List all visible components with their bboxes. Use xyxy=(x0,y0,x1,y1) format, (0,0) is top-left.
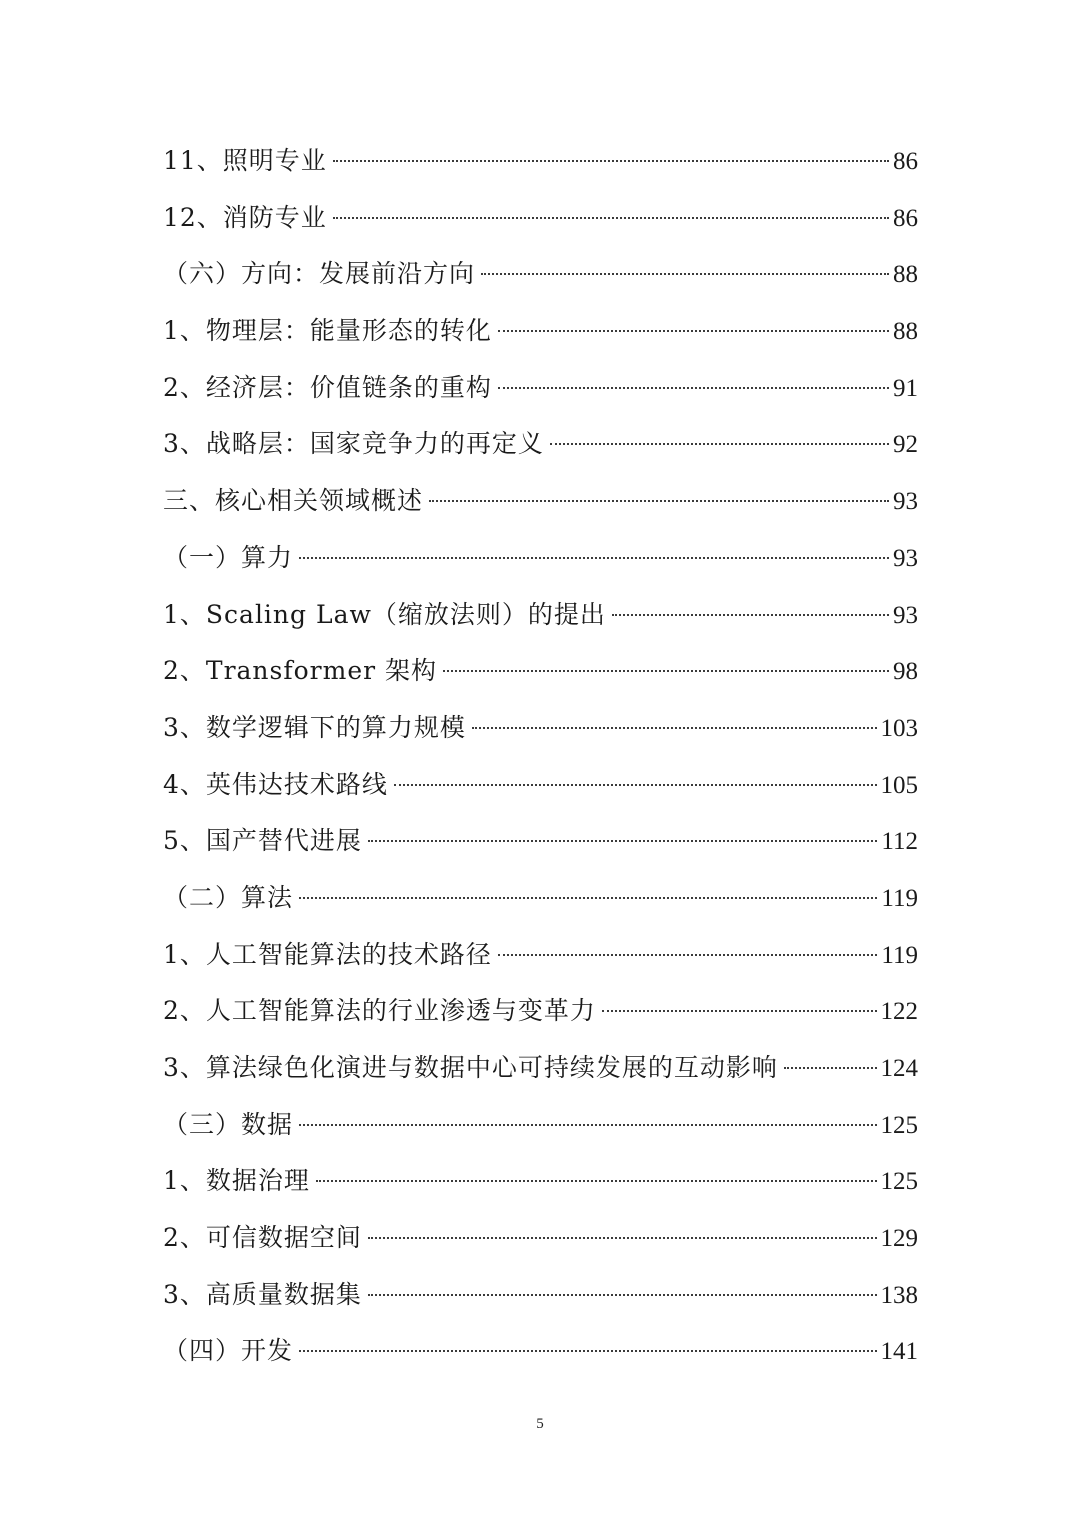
toc-entry-page-number: 88 xyxy=(893,318,918,346)
dot-leader xyxy=(299,1124,876,1126)
toc-entry[interactable] xyxy=(163,927,918,984)
toc-entry-page-number: 93 xyxy=(893,544,918,572)
dot-leader xyxy=(299,1350,876,1352)
toc-entry[interactable] xyxy=(163,700,918,757)
dot-leader xyxy=(299,897,877,899)
page-number: 5 xyxy=(536,1416,544,1432)
toc-entry-label: （一）算力 xyxy=(163,542,294,572)
toc-entry-page-number: 92 xyxy=(893,431,918,459)
toc-entry-page-number: 124 xyxy=(880,1055,918,1082)
toc-entry-page-number: 122 xyxy=(880,998,918,1026)
toc-entry[interactable] xyxy=(163,416,918,473)
dot-leader xyxy=(333,160,889,162)
toc-entry[interactable] xyxy=(163,473,918,530)
toc-entry[interactable] xyxy=(163,360,918,417)
toc-entry-label: 11、照明专业 xyxy=(163,146,327,175)
toc-entry-label: 12、消防专业 xyxy=(163,202,327,232)
toc-entry[interactable] xyxy=(163,587,918,644)
dot-leader xyxy=(612,614,889,616)
toc-entry-page-number: 98 xyxy=(893,658,918,686)
toc-entry-label: 3、数学逻辑下的算力规模 xyxy=(163,712,466,742)
dot-leader xyxy=(429,500,889,502)
toc-entry-label: 2、Transformer 架构 xyxy=(163,656,438,686)
toc-entry[interactable] xyxy=(163,190,918,247)
toc-entry-page-number: 119 xyxy=(881,884,918,912)
table-of-contents xyxy=(163,133,918,1380)
toc-entry[interactable] xyxy=(163,1323,918,1380)
toc-entry-page-number: 103 xyxy=(880,714,918,742)
toc-entry-label: 3、高质量数据集 xyxy=(163,1279,362,1309)
toc-entry[interactable] xyxy=(163,530,918,587)
toc-entry-label: 5、国产替代进展 xyxy=(163,826,362,856)
toc-entry-label: 1、人工智能算法的技术路径 xyxy=(163,939,492,969)
dot-leader xyxy=(368,1237,877,1239)
toc-entry[interactable] xyxy=(163,757,918,814)
toc-entry-label: 4、英伟达技术路线 xyxy=(163,769,388,799)
toc-entry-page-number: 91 xyxy=(893,374,918,402)
toc-entry-label: 2、人工智能算法的行业渗透与变革力 xyxy=(163,996,596,1026)
toc-entry-page-number: 93 xyxy=(893,488,918,516)
toc-entry[interactable] xyxy=(163,983,918,1040)
toc-entry-page-number: 129 xyxy=(880,1225,918,1253)
toc-entry-page-number: 86 xyxy=(893,204,918,232)
dot-leader xyxy=(498,330,889,332)
dot-leader xyxy=(368,840,878,842)
toc-entry[interactable] xyxy=(163,643,918,700)
dot-leader xyxy=(368,1294,877,1296)
dot-leader xyxy=(498,954,878,956)
toc-entry[interactable] xyxy=(163,1210,918,1267)
dot-leader xyxy=(443,670,889,672)
toc-entry-label: （三）数据 xyxy=(163,1109,294,1139)
toc-entry-label: 1、Scaling Law（缩放法则）的提出 xyxy=(163,599,606,629)
dot-leader xyxy=(498,387,889,389)
toc-entry-page-number: 141 xyxy=(880,1338,918,1366)
dot-leader xyxy=(481,273,889,275)
dot-leader xyxy=(472,727,877,729)
toc-entry[interactable] xyxy=(163,1097,918,1154)
toc-entry-label: 三、核心相关领域概述 xyxy=(163,486,424,516)
toc-entry-page-number: 138 xyxy=(880,1281,918,1309)
toc-entry-page-number: 105 xyxy=(880,771,918,799)
dot-leader xyxy=(784,1067,877,1069)
toc-entry-label: 3、算法绿色化演进与数据中心可持续发展的互动影响 xyxy=(163,1053,778,1082)
dot-leader xyxy=(550,443,889,445)
toc-entry[interactable] xyxy=(163,1153,918,1210)
dot-leader xyxy=(316,1180,877,1182)
toc-entry[interactable] xyxy=(163,133,918,190)
toc-entry-page-number: 125 xyxy=(880,1168,918,1196)
toc-entry-label: 2、可信数据空间 xyxy=(163,1223,362,1253)
toc-entry[interactable] xyxy=(163,870,918,927)
toc-entry-page-number: 86 xyxy=(893,148,918,175)
toc-entry-label: （四）开发 xyxy=(163,1336,294,1366)
toc-entry[interactable] xyxy=(163,813,918,870)
toc-entry[interactable] xyxy=(163,1267,918,1324)
toc-entry-label: （二）算法 xyxy=(163,882,294,912)
toc-entry[interactable] xyxy=(163,303,918,360)
toc-entry-label: 1、物理层：能量形态的转化 xyxy=(163,316,492,346)
dot-leader xyxy=(394,784,877,786)
toc-entry-label: 2、经济层：价值链条的重构 xyxy=(163,372,492,402)
toc-entry-page-number: 93 xyxy=(893,601,918,629)
toc-entry-page-number: 88 xyxy=(893,261,918,289)
dot-leader xyxy=(333,217,889,219)
dot-leader xyxy=(602,1010,877,1012)
toc-entry-label: 3、战略层：国家竞争力的再定义 xyxy=(163,429,544,459)
toc-entry-page-number: 119 xyxy=(881,941,918,969)
toc-entry-page-number: 125 xyxy=(880,1111,918,1139)
toc-entry-label: 1、数据治理 xyxy=(163,1166,310,1196)
toc-entry-label: （六）方向：发展前沿方向 xyxy=(163,259,476,289)
toc-entry[interactable] xyxy=(163,1040,918,1097)
toc-entry[interactable] xyxy=(163,246,918,303)
dot-leader xyxy=(299,557,889,559)
toc-entry-page-number: 112 xyxy=(881,828,918,856)
